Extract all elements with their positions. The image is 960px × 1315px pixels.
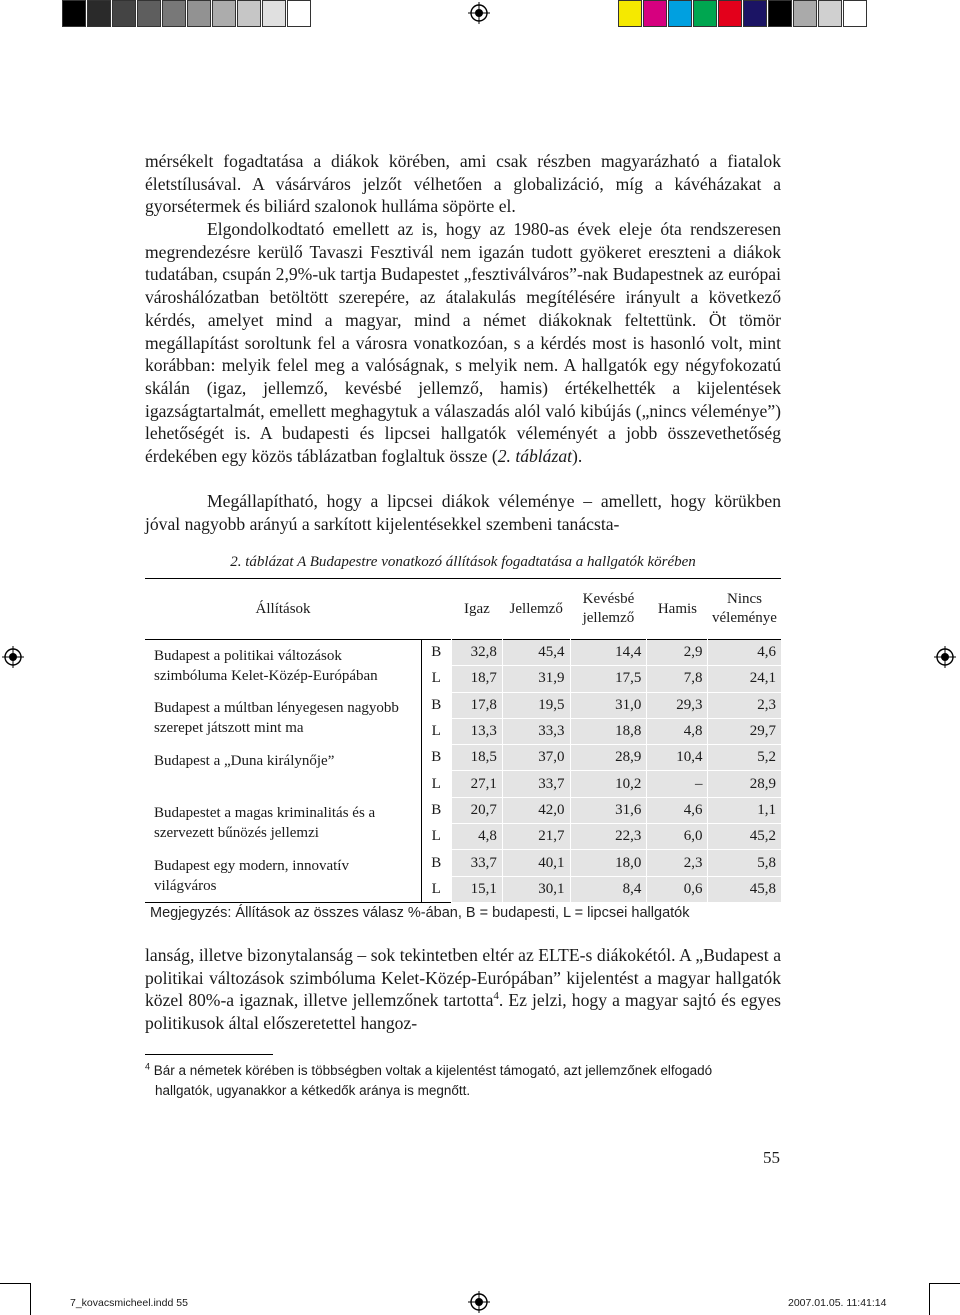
group-cell: L [421,876,451,902]
footnote [145,1061,781,1101]
group-cell: B [421,692,451,718]
value-cell: 4,8 [647,718,708,744]
color-swatch [668,0,692,27]
color-swatch [212,0,236,27]
footnote-rule [145,1054,273,1055]
color-swatch [112,0,136,27]
color-swatch [693,0,717,27]
statement-cell: Budapestet a magas kriminalitás és a szervezett bűnözés jellemzi [154,805,376,842]
paragraph-2-tail: ). [572,446,583,467]
page-number: 55 [763,1148,780,1167]
group-cell: B [421,745,451,771]
group-cell: L [421,718,451,744]
value-cell: 17,8 [451,692,502,718]
value-cell: 1,1 [708,797,781,823]
table-caption-label: 2. táblázat [230,554,294,570]
value-cell: 14,4 [570,640,647,666]
value-cell: 4,6 [708,640,781,666]
color-swatch [818,0,842,27]
value-cell: 5,8 [708,850,781,876]
color-bar-grayscale [62,0,312,27]
header-group [421,579,451,640]
value-cell: 18,8 [570,718,647,744]
table-row [145,850,781,876]
value-cell: 6,0 [647,824,708,850]
table-note: Megjegyzés: Állítások az összes válasz %-ában, B = budapesti, L = lipcsei hallgatók [150,905,690,921]
color-swatch [743,0,767,27]
value-cell: 32,8 [451,640,502,666]
value-cell: 33,7 [502,771,570,797]
group-cell: L [421,824,451,850]
value-cell: 29,7 [708,718,781,744]
header-no-opinion: Nincs véleménye [712,591,777,626]
value-cell: 27,1 [451,771,502,797]
table-reference: 2. táblázat [497,446,573,467]
crop-mark [930,1283,960,1284]
table-header-row [145,579,781,640]
statement-cell: Budapest egy modern, innovatív világváros [154,857,349,894]
value-cell: 15,1 [451,876,502,902]
table-row [145,640,781,666]
color-swatch [62,0,86,27]
paragraph-2 [145,218,781,468]
value-cell: 31,9 [502,666,570,692]
value-cell: 18,7 [451,666,502,692]
table-caption-text: A Budapestre vonatkozó állítások fogadtatása a hallgatók körében [297,554,696,570]
footnote-line-2: hallgatók, ugyanakkor a kétkedők aránya is megnőtt. [155,1083,471,1098]
color-swatch [718,0,742,27]
value-cell: 10,2 [570,771,647,797]
value-cell: 30,1 [502,876,570,902]
paragraph-3: Megállapítható, hogy a lipcsei diákok véleménye – amellett, hogy körükben jóval nagyobb arányú a sarkított kijelentésekkel szembeni tanácsta- [145,491,781,534]
footnote-ref: 4 [493,990,499,1003]
value-cell: 4,6 [647,797,708,823]
slug-filename: 7_kovacsmicheel.indd 55 [70,1297,188,1309]
value-cell: 20,7 [451,797,502,823]
header-false: Hamis [657,600,698,617]
value-cell: 24,1 [708,666,781,692]
value-cell: 13,3 [451,718,502,744]
color-swatch [137,0,161,27]
value-cell: 2,3 [647,850,708,876]
value-cell: 7,8 [647,666,708,692]
paragraph-1: mérsékelt fogadtatása a diákok körében, ami csak részben magyarázható a fiatalok életstílusával. A vásárváros jelzőt vélhetően a globalizáció, míg a kávéházakat a gyorsétermek és biliárd szalonok hulláma söpörte el. [145,151,781,217]
header-typical: Jellemző [509,600,563,617]
value-cell: 40,1 [502,850,570,876]
value-cell: 28,9 [708,771,781,797]
value-cell: 31,0 [570,692,647,718]
value-cell: 10,4 [647,745,708,771]
paragraph-2-text: Elgondolkodtató emellett az is, hogy az 1980-as évek eleje óta rendszeresen megrendezésre kerülő Tavaszi Fesztivál nem igazán tudott gyökeret ereszteni a diákok tudatában, csupán 2,9%-uk tartja Budapestet „fesztiválváros”-nak Budapestnek az európai városhálózatban betöltött szerepére, az átalakulás megítélésére irányult a következő kérdés, amelyet mind a magyar, mind a német diákoknak feltettünk. Öt tömör megállapítást soroltunk fel a városra vonatkozóan, s a kérdés most is hasonló volt, mint korábban: melyik felel meg a valóságnak, s melyik nem. A hallgatók egy négyfokozatú skálán (igaz, jellemző, kevésbé jellemző, hamis) értékelhették a kijelentések igazságtartalmát, emellett meghagytuk a válaszadás alól való kibújás („nincs véleménye”) lehetőségét is. A budapesti és lipcsei hallgatók véleményét a jobb összevethetőség érdekében egy közös táblázatban foglaltuk össze ( [145,219,781,467]
crop-mark [30,1283,31,1315]
crop-mark [0,1283,30,1284]
value-cell: 19,5 [502,692,570,718]
value-cell: 28,9 [570,745,647,771]
color-swatch [162,0,186,27]
value-cell: 37,0 [502,745,570,771]
value-cell: 5,2 [708,745,781,771]
value-cell: 4,8 [451,824,502,850]
crop-mark [929,1283,930,1315]
color-swatch [793,0,817,27]
color-swatch [643,0,667,27]
color-swatch [618,0,642,27]
color-swatch [843,0,867,27]
value-cell: 18,0 [570,850,647,876]
statement-cell: Budapest a múltban lényegesen nagyobb szerepet játszott mint ma [154,700,399,737]
value-cell: 2,9 [647,640,708,666]
value-cell: – [647,771,708,797]
statement-cell: Budapest a politikai változások szimbóluma Kelet-Közép-Európában [154,648,378,684]
group-cell: B [421,850,451,876]
value-cell: 17,5 [570,666,647,692]
slug-timestamp: 2007.01.05. 11:41:14 [788,1297,887,1309]
value-cell: 21,7 [502,824,570,850]
registration-mark-icon [468,1291,490,1313]
value-cell: 8,4 [570,876,647,902]
color-swatch [187,0,211,27]
group-cell: L [421,771,451,797]
value-cell: 0,6 [647,876,708,902]
color-swatch [87,0,111,27]
header-less-typical: Kevésbé jellemző [582,591,635,626]
value-cell: 45,8 [708,876,781,902]
color-swatch [237,0,261,27]
footnote-mark: 4 [145,1061,151,1072]
table-row [145,745,781,771]
group-cell: B [421,640,451,666]
group-cell: B [421,797,451,823]
paragraph-4 [145,944,781,1035]
statements-table [145,578,781,903]
value-cell: 45,2 [708,824,781,850]
value-cell: 42,0 [502,797,570,823]
table-caption [145,554,781,571]
value-cell: 29,3 [647,692,708,718]
value-cell: 31,6 [570,797,647,823]
paragraph-4-text: lanság, illetve bizonytalanság – sok tekintetben eltér az ELTE-s diákokétól. A „Budapest a politikai változások szimbóluma Kelet-Közép-Európában” kijelentést a magyar hallgatók közel 80%-a igaznak, illetve jellemzőnek tartotta [145,945,781,1011]
value-cell: 45,4 [502,640,570,666]
registration-mark-icon [468,2,490,24]
table-row [145,797,781,823]
value-cell: 18,5 [451,745,502,771]
color-swatch [768,0,792,27]
value-cell: 22,3 [570,824,647,850]
statement-cell: Budapest a „Duna királynője” [154,752,335,769]
registration-mark-icon [934,646,956,668]
group-cell: L [421,666,451,692]
footnote-line-1: Bár a németek körében is többségben voltak a kijelentést támogató, azt jellemzőnek elfogadó [153,1063,713,1078]
paragraph-4-tail: . Ez jelzi, hogy a magyar sajtó és egyes politikusok által előszeretettel hangoz- [145,990,781,1034]
header-statements: Állítások [255,600,311,617]
value-cell: 33,7 [451,850,502,876]
value-cell: 2,3 [708,692,781,718]
header-true: Igaz [463,600,490,617]
color-swatch [287,0,311,27]
value-cell: 33,3 [502,718,570,744]
registration-mark-icon [2,646,24,668]
color-swatch [262,0,286,27]
table-row [145,692,781,718]
color-bar-process [618,0,868,27]
